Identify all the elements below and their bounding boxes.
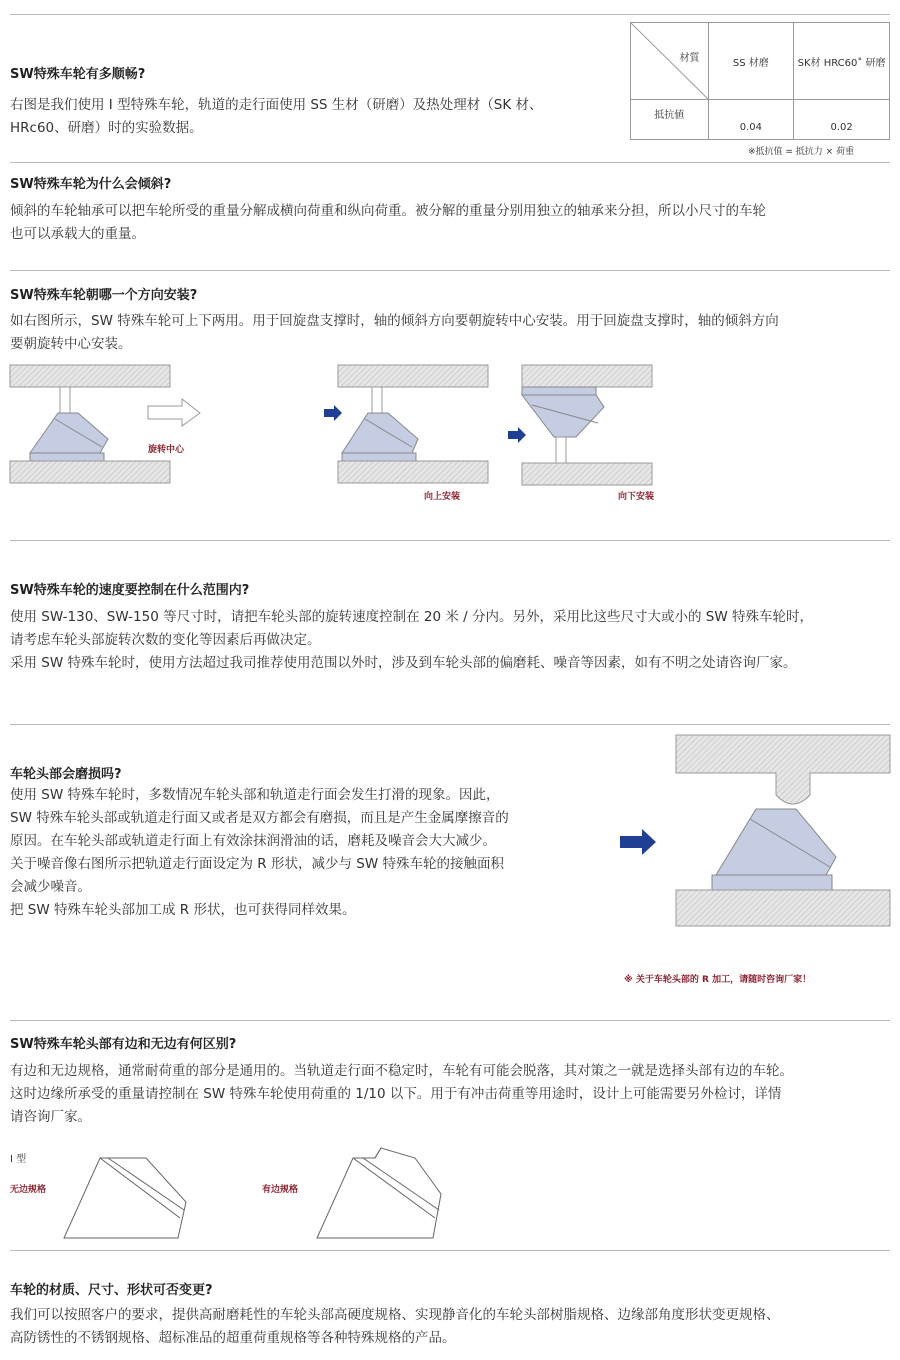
caption-mount-down: 向下安装	[618, 492, 655, 502]
section-title-tilt: SW特殊车轮为什么会倾斜?	[10, 177, 172, 192]
section-body-customize: 我们可以按照客户的要求，提供高耐磨耗性的车轮头部高硬度规格、实现静音化的车轮头部树脂规格、边缘部角度形状变更规格、 高防锈性的不锈钢规格、超标准品的超重荷重规格等各种特殊规格的产品。	[10, 1307, 780, 1346]
section-title-customize: 车轮的材质、尺寸、形状可否变更?	[10, 1283, 213, 1298]
section-title-flange: SW特殊车轮头部有边和无边有何区别?	[10, 1037, 237, 1052]
section-body-smoothness: 右图是我们使用 I 型特殊车轮，轨道的走行面使用 SS 生材（研磨）及热处理材（SK 材、 HRc60、研磨）时的实验数据。	[10, 97, 543, 136]
section-title-smoothness: SW特殊车轮有多顺畅?	[10, 67, 146, 82]
divider	[10, 162, 890, 163]
mount-diagram-center	[10, 365, 170, 483]
section-title-direction: SW特殊车轮朝哪一个方向安装?	[10, 288, 198, 303]
divider	[10, 1250, 890, 1251]
wheel-plain-drawing	[62, 1150, 252, 1240]
wheel-flanged-drawing	[315, 1144, 515, 1240]
arrow-right-icon	[508, 427, 526, 443]
label-flanged-spec: 有边规格	[262, 1185, 299, 1195]
wear-note: ※ 关于车轮头部的 R 加工，请随时咨询厂家！	[624, 975, 812, 985]
divider	[10, 14, 890, 15]
caption-mount-up: 向上安装	[424, 492, 461, 502]
divider	[10, 270, 890, 271]
wear-figure	[620, 735, 890, 935]
mount-diagram-down	[522, 365, 652, 485]
col-sk: SK材 HRC60˚ 研磨	[794, 23, 890, 100]
hollow-arrow-icon	[148, 399, 200, 426]
mount-diagram-up	[338, 365, 488, 483]
label-plain-spec: 无边规格	[10, 1185, 47, 1195]
divider	[10, 1020, 890, 1021]
section-title-wear: 车轮头部会磨损吗?	[10, 767, 122, 782]
arrow-right-icon	[324, 405, 342, 421]
divider	[10, 540, 890, 541]
value-ss: 0.04	[708, 100, 794, 140]
section-body-flange: 有边和无边规格，通常耐荷重的部分是通用的。当轨道走行面不稳定时，车轮有可能会脱落，其对策之一就是选择头部有边的车轮。 这时边缘所承受的重量请控制在 SW 特殊车轮使用荷重的 1/10 以下。用于有冲击荷重等用途时，设计上可能需要另外检讨，详情 请咨询厂家。	[10, 1063, 793, 1125]
section-body-direction: 如右图所示，SW 特殊车轮可上下两用。用于回旋盘支撑时，轴的倾斜方向要朝旋转中心安装。用于回旋盘支撑时，轴的倾斜方向 要朝旋转中心安装。	[10, 313, 779, 352]
divider	[10, 724, 890, 725]
arrow-right-icon	[620, 829, 656, 855]
resistance-table	[630, 22, 890, 140]
section-title-speed: SW特殊车轮的速度要控制在什么范围内?	[10, 583, 250, 598]
mounting-figure	[0, 365, 890, 505]
resistance-note: ※抵抗值 = 抵抗力 × 荷重	[748, 147, 855, 157]
type-label: I 型	[10, 1154, 27, 1165]
section-body-tilt: 倾斜的车轮轴承可以把车轮所受的重量分解成横向荷重和纵向荷重。被分解的重量分别用独立的轴承来分担，所以小尺寸的车轮 也可以承载大的重量。	[10, 203, 766, 242]
col-ss: SS 材磨	[708, 23, 794, 100]
section-body-speed: 使用 SW-130、SW-150 等尺寸时，请把车轮头部的旋转速度控制在 20 米 / 分内。另外，采用比这些尺寸大或小的 SW 特殊车轮时， 请考虑车轮头部旋转次数的变化等因素后再做决定。 采用 SW 特殊车轮时，使用方法超过我司推荐使用范围以外时，涉及到车轮头部的偏磨耗、噪音等因素，如有不明之处请咨询厂家。	[10, 609, 813, 671]
section-body-wear: 使用 SW 特殊车轮时，多数情况车轮头部和轨道走行面会发生打滑的现象。因此， SW 特殊车轮头部或轨道走行面又或者是双方都会有磨损，而且是产生金属摩擦音的 原因。在车轮头部或轨道走行面上有效涂抹润滑油的话，磨耗及噪音会大大减少。 关于噪音像右图所示把轨道走行面设定为 R 形状，减少与 SW 特殊车轮的接触面积 会减少噪音。 把 SW 特殊车轮头部加工成 R 形状，也可获得同样效果。	[10, 787, 509, 918]
row-header-resistance: 抵抗値	[631, 100, 709, 140]
col-header-material: 材質	[679, 53, 700, 64]
caption-rotation-center: 旋转中心	[148, 445, 185, 455]
table-corner-cell	[631, 23, 709, 100]
value-sk: 0.02	[794, 100, 890, 140]
